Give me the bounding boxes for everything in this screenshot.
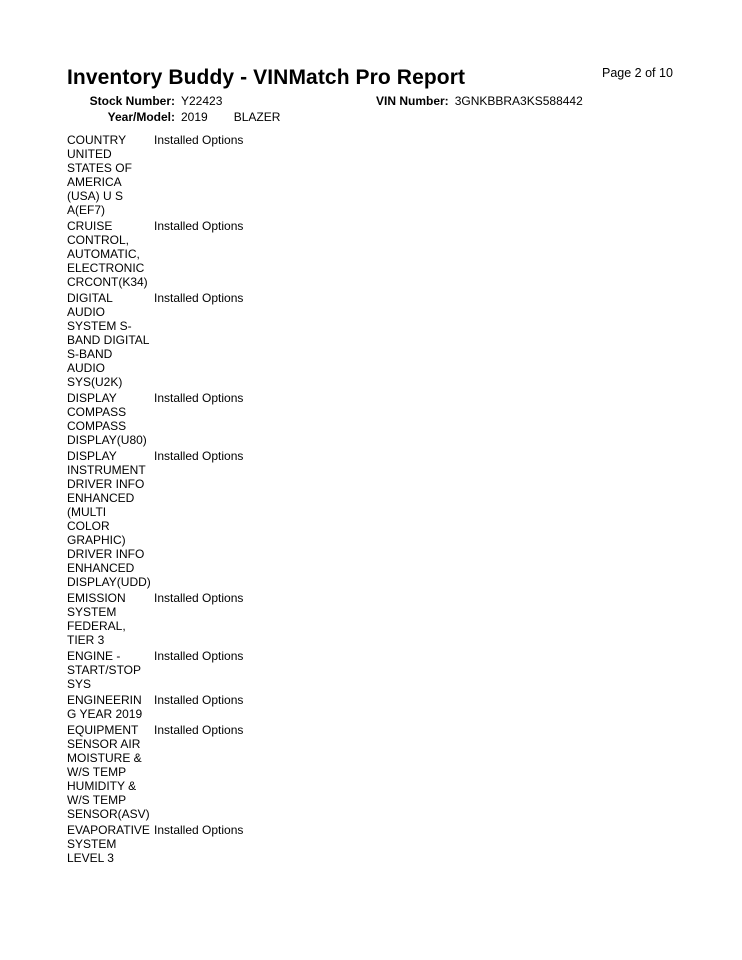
year-model-label: Year/Model: [107,110,175,124]
option-row [67,591,243,649]
option-name: COUNTRY UNITED STATES OF AMERICA (USA) U S A(EF7) [67,133,132,217]
option-type: Installed Options [154,723,244,737]
model-value: BLAZER [233,110,281,124]
option-row [67,723,243,823]
option-name: ENGINEERIN G YEAR 2019 [67,693,143,721]
option-name: DISPLAY COMPASS COMPASS DISPLAY(U80) [67,391,147,447]
option-type: Installed Options [154,449,244,463]
option-type: Installed Options [154,391,244,405]
option-type: Installed Options [154,823,244,837]
option-row [67,291,243,391]
option-name: DIGITAL AUDIO SYSTEM S- BAND DIGITAL S-BAND AUDIO SYS(U2K) [67,291,150,389]
option-name: EQUIPMENT SENSOR AIR MOISTURE & W/S TEMP HUMIDITY & W/S TEMP SENSOR(ASV) [67,723,150,821]
option-name: DISPLAY INSTRUMENT DRIVER INFO ENHANCED (MULTI COLOR GRAPHIC) DRIVER INFO ENHANCED DISPLAY(UDD) [67,449,151,589]
stock-number-row [67,94,222,108]
vin-number-value: 3GNKBBRA3KS588442 [454,94,583,108]
vin-number-row [376,94,583,108]
option-type: Installed Options [154,591,244,605]
option-row [67,649,243,693]
page-number: Page 2 of 10 [602,66,673,80]
report-title: Inventory Buddy - VINMatch Pro Report [67,66,466,89]
stock-number-label: Stock Number: [89,94,175,108]
option-name: EVAPORATIVE SYSTEM LEVEL 3 [67,823,150,865]
stock-number-value: Y22423 [181,94,223,108]
option-name: EMISSION SYSTEM FEDERAL, TIER 3 [67,591,126,647]
option-row [67,133,243,219]
option-type: Installed Options [154,693,244,707]
option-type: Installed Options [154,649,244,663]
option-row [67,823,243,867]
option-row [67,693,243,723]
option-type: Installed Options [154,133,244,147]
option-row [67,391,243,449]
option-type: Installed Options [154,291,244,305]
options-list [67,133,243,867]
vin-number-label: VIN Number: [376,94,449,108]
option-type: Installed Options [154,219,244,233]
option-row [67,449,243,591]
year-value: 2019 [181,110,208,124]
option-name: CRUISE CONTROL, AUTOMATIC, ELECTRONIC CRCONT(K34) [67,219,148,289]
year-model-row [67,110,280,124]
option-row [67,219,243,291]
option-name: ENGINE - START/STOP SYS [67,649,142,691]
